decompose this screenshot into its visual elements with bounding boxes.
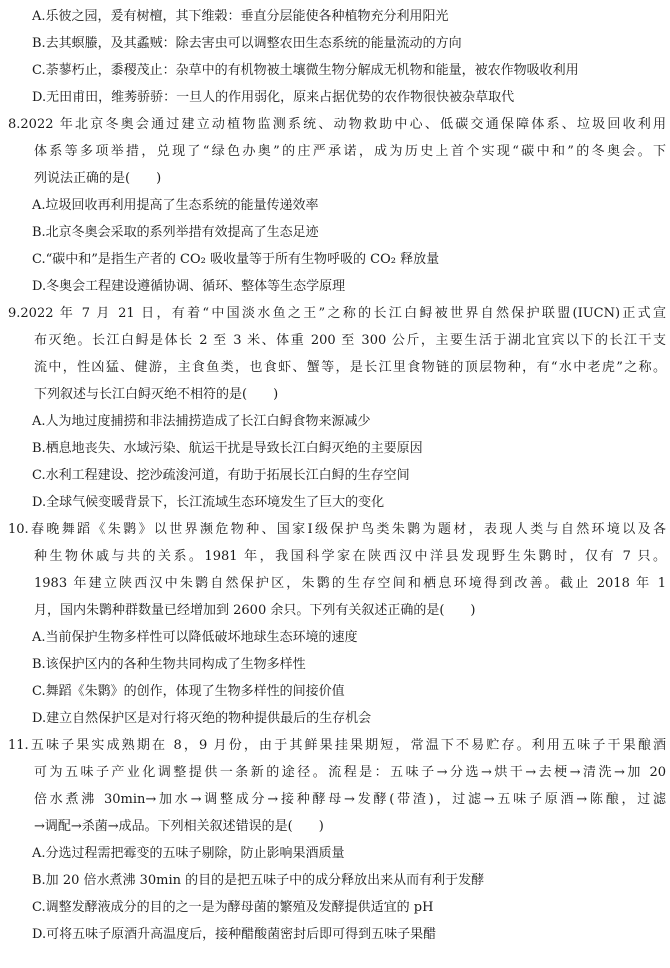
option-8c: C.“碳中和”是指生产者的 CO₂ 吸收量等于所有生物呼吸的 CO₂ 释放量: [32, 252, 440, 267]
option-11b: B.加 20 倍水煮沸 30min 的目的是把五味子中的成分释放出来从而有利于发酵: [32, 873, 485, 888]
option-11d: D.可将五味子原酒升高温度后，接种醋酸菌密封后即可得到五味子果醋: [32, 927, 437, 942]
question-10-line-1: 10.春晚舞蹈《朱鹮》以世界濒危物种、国家Ⅰ级保护鸟类朱鹮为题材，表现人类与自然环境以及各: [8, 522, 666, 537]
option-11c: C.调整发酵液成分的目的之一是为酵母菌的繁殖及发酵提供适宜的 pH: [32, 900, 434, 915]
option-8a: A.垃圾回收再利用提高了生态系统的能量传递效率: [32, 198, 319, 213]
question-11-line-1: 11.五味子果实成熟期在 8，9 月份，由于其鲜果挂果期短，常温下不易贮存。利用五味子干果酿酒: [8, 738, 666, 753]
question-8-line-2: 体系等多项举措，兑现了“绿色办奥”的庄严承诺，成为历史上首个实现“碳中和”的冬奥会。下: [34, 144, 666, 159]
option-8b: B.北京冬奥会采取的系列举措有效提高了生态足迹: [32, 225, 319, 240]
question-11-line-3: 倍水煮沸 30min→加水→调整成分→接种酵母→发酵(带渣)，过滤→五味子原酒→陈酿，过滤: [34, 792, 667, 807]
option-8d: D.冬奥会工程建设遵循协调、循环、整体等生态学原理: [32, 279, 346, 294]
question-9-line-1: 9.2022 年 7 月 21 日，有着“中国淡水鱼之王”之称的长江白鲟被世界自然保护联盟(IUCN)正式宣: [8, 306, 666, 321]
option-7a: A.乐彼之园，爰有树檀，其下维榖：垂直分层能使各种植物充分利用阳光: [32, 9, 449, 24]
question-11-line-4: →调配→杀菌→成品。下列相关叙述错误的是( ): [34, 819, 324, 834]
option-10a: A.当前保护生物多样性可以降低破坏地球生态环境的速度: [32, 630, 358, 645]
question-8-line-1: 8.2022 年北京冬奥会通过建立动植物监测系统、动物救助中心、低碳交通保障体系、垃圾回收利用: [8, 117, 666, 132]
option-10d: D.建立自然保护区是对行将灭绝的物种提供最后的生存机会: [32, 711, 372, 726]
option-7d: D.无田甫田，维莠骄骄：一旦人的作用弱化，原来占据优势的农作物很快被杂草取代: [32, 90, 515, 105]
option-9a: A.人为地过度捕捞和非法捕捞造成了长江白鲟食物来源减少: [32, 414, 371, 429]
question-10-line-3: 1983 年建立陕西汉中朱鹮自然保护区，朱鹮的生存空间和栖息环境得到改善。截止 2018 年 1: [34, 576, 667, 591]
question-9-line-4: 下列叙述与长江白鲟灭绝不相符的是( ): [34, 387, 279, 402]
option-9c: C.水利工程建设、挖沙疏浚河道，有助于拓展长江白鲟的生存空间: [32, 468, 410, 483]
question-11-line-2: 可为五味子产业化调整提供一条新的途径。流程是：五味子→分选→烘干→去梗→清洗→加 20: [34, 765, 666, 780]
option-9d: D.全球气候变暖背景下，长江流域生态环境发生了巨大的变化: [32, 495, 385, 510]
option-7b: B.去其螟螣，及其蟊贼：除去害虫可以调整农田生态系统的能量流动的方向: [32, 36, 462, 51]
question-8-line-3: 列说法正确的是( ): [34, 171, 162, 186]
option-7c: C.荼蓼朽止，黍稷茂止：杂草中的有机物被土壤微生物分解成无机物和能量，被农作物吸收利用: [32, 63, 579, 78]
option-9b: B.栖息地丧失、水域污染、航运干扰是导致长江白鲟灭绝的主要原因: [32, 441, 423, 456]
option-11a: A.分选过程需把霉变的五味子剔除，防止影响果酒质量: [32, 846, 345, 861]
option-10b: B.该保护区内的各种生物共同构成了生物多样性: [32, 657, 306, 672]
option-10c: C.舞蹈《朱鹮》的创作，体现了生物多样性的间接价值: [32, 684, 345, 699]
question-9-line-3: 流中，性凶猛、健游，主食鱼类，也食虾、蟹等，是长江里食物链的顶层物种，有“水中老虎”之称。: [34, 360, 666, 375]
question-9-line-2: 布灭绝。长江白鲟是体长 2 至 3 米、体重 200 至 300 公斤，主要生活于湖北宜宾以下的长江干支: [34, 333, 666, 348]
question-10-line-4: 月，国内朱鹮种群数量已经增加到 2600 余只。下列有关叙述正确的是( ): [34, 603, 476, 618]
question-10-line-2: 种生物休戚与共的关系。1981 年，我国科学家在陕西汉中洋县发现野生朱鹮时，仅有 7 只。: [34, 549, 666, 564]
